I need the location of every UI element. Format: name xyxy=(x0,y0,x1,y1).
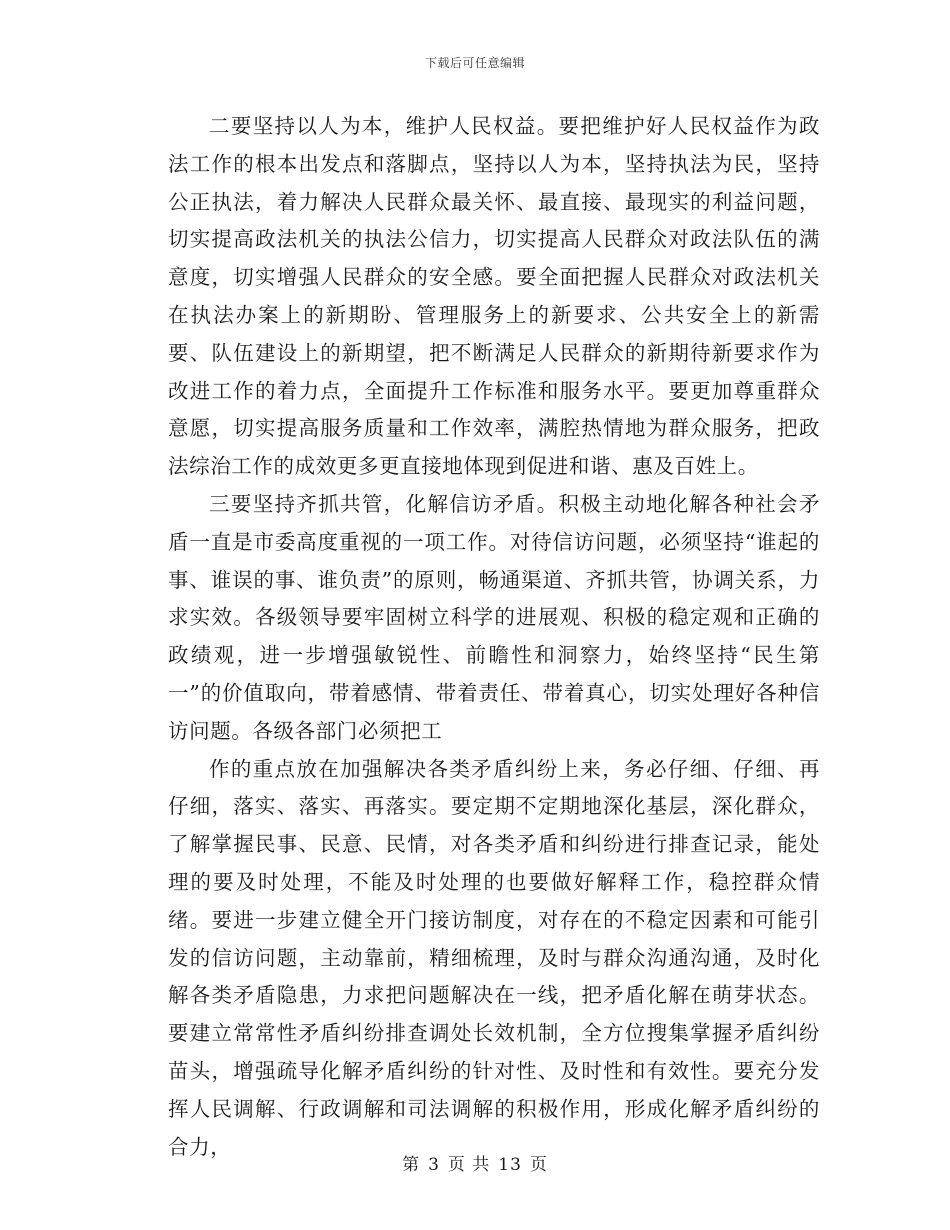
paragraph: 二要坚持以人为本，维护人民权益。要把维护好人民权益作为政法工作的根本出发点和落脚点，坚持以人为本，坚持执法为民，坚持公正执法，着力解决人民群众最关怀、最直接、最现实的利益问题，切实提高政法机关的执法公信力，切实提高人民群众对政法队伍的满意度，切实增强人民群众的安全感。要全面把握人民群众对政法机关在执法办案上的新期盼、管理服务上的新要求、公共安全上的新需要、队伍建设上的新期望，把不断满足人民群众的新期待新要求作为改进工作的着力点，全面提升工作标准和服务水平。要更加尊重群众意愿，切实提高服务质量和工作效率，满腔热情地为群众服务，把政法综治工作的成效更多更直接地体现到促进和谐、惠及百姓上。 xyxy=(168,114,820,479)
footer-middle: 页 共 xyxy=(447,1155,491,1175)
paragraph: 三要坚持齐抓共管，化解信访矛盾。积极主动地化解各种社会矛盾一直是市委高度重视的一项工作。对待信访问题，必须坚持“谁起的事、谁误的事、谁负责”的原则，畅通渠道、齐抓共管，协调关系，力求实效。各级领导要牢固树立科学的进展观、积极的稳定观和正确的政绩观，进一步增强敏锐性、前瞻性和洞察力，始终坚持“民生第一”的价值取向，带着感情、带着责任、带着真心，切实处理好各种信访问题。各级各部门必须把工 xyxy=(168,491,820,743)
paragraph: 作的重点放在加强解决各类矛盾纠纷上来，务必仔细、仔细、再仔细，落实、落实、再落实。要定期不定期地深化基层，深化群众，了解掌握民事、民意、民情，对各类矛盾和纠纷进行排查记录，能处理的要及时处理，不能及时处理的也要做好解释工作，稳控群众情绪。要进一步建立健全开门接访制度，对存在的不稳定因素和可能引发的信访问题，主动靠前，精细梳理，及时与群众沟通沟通，及时化解各类矛盾隐患，力求把问题解决在一线，把矛盾化解在萌芽状态。要建立常常性矛盾纠纷排查调处长效机制，全方位搜集掌握矛盾纠纷苗头，增强疏导化解矛盾纠纷的针对性、及时性和有效性。要充分发挥人民调解、行政调解和司法调解的积极作用，形成化解矛盾纠纷的合力， xyxy=(168,756,820,1159)
document-body xyxy=(168,108,820,1166)
page-header: 下载后可任意编辑 xyxy=(424,56,525,70)
page-footer xyxy=(0,1150,950,1175)
footer-prefix: 第 xyxy=(402,1155,421,1175)
page-number: 3 xyxy=(428,1155,440,1175)
footer-suffix: 页 xyxy=(529,1155,548,1175)
total-pages: 13 xyxy=(498,1155,522,1175)
